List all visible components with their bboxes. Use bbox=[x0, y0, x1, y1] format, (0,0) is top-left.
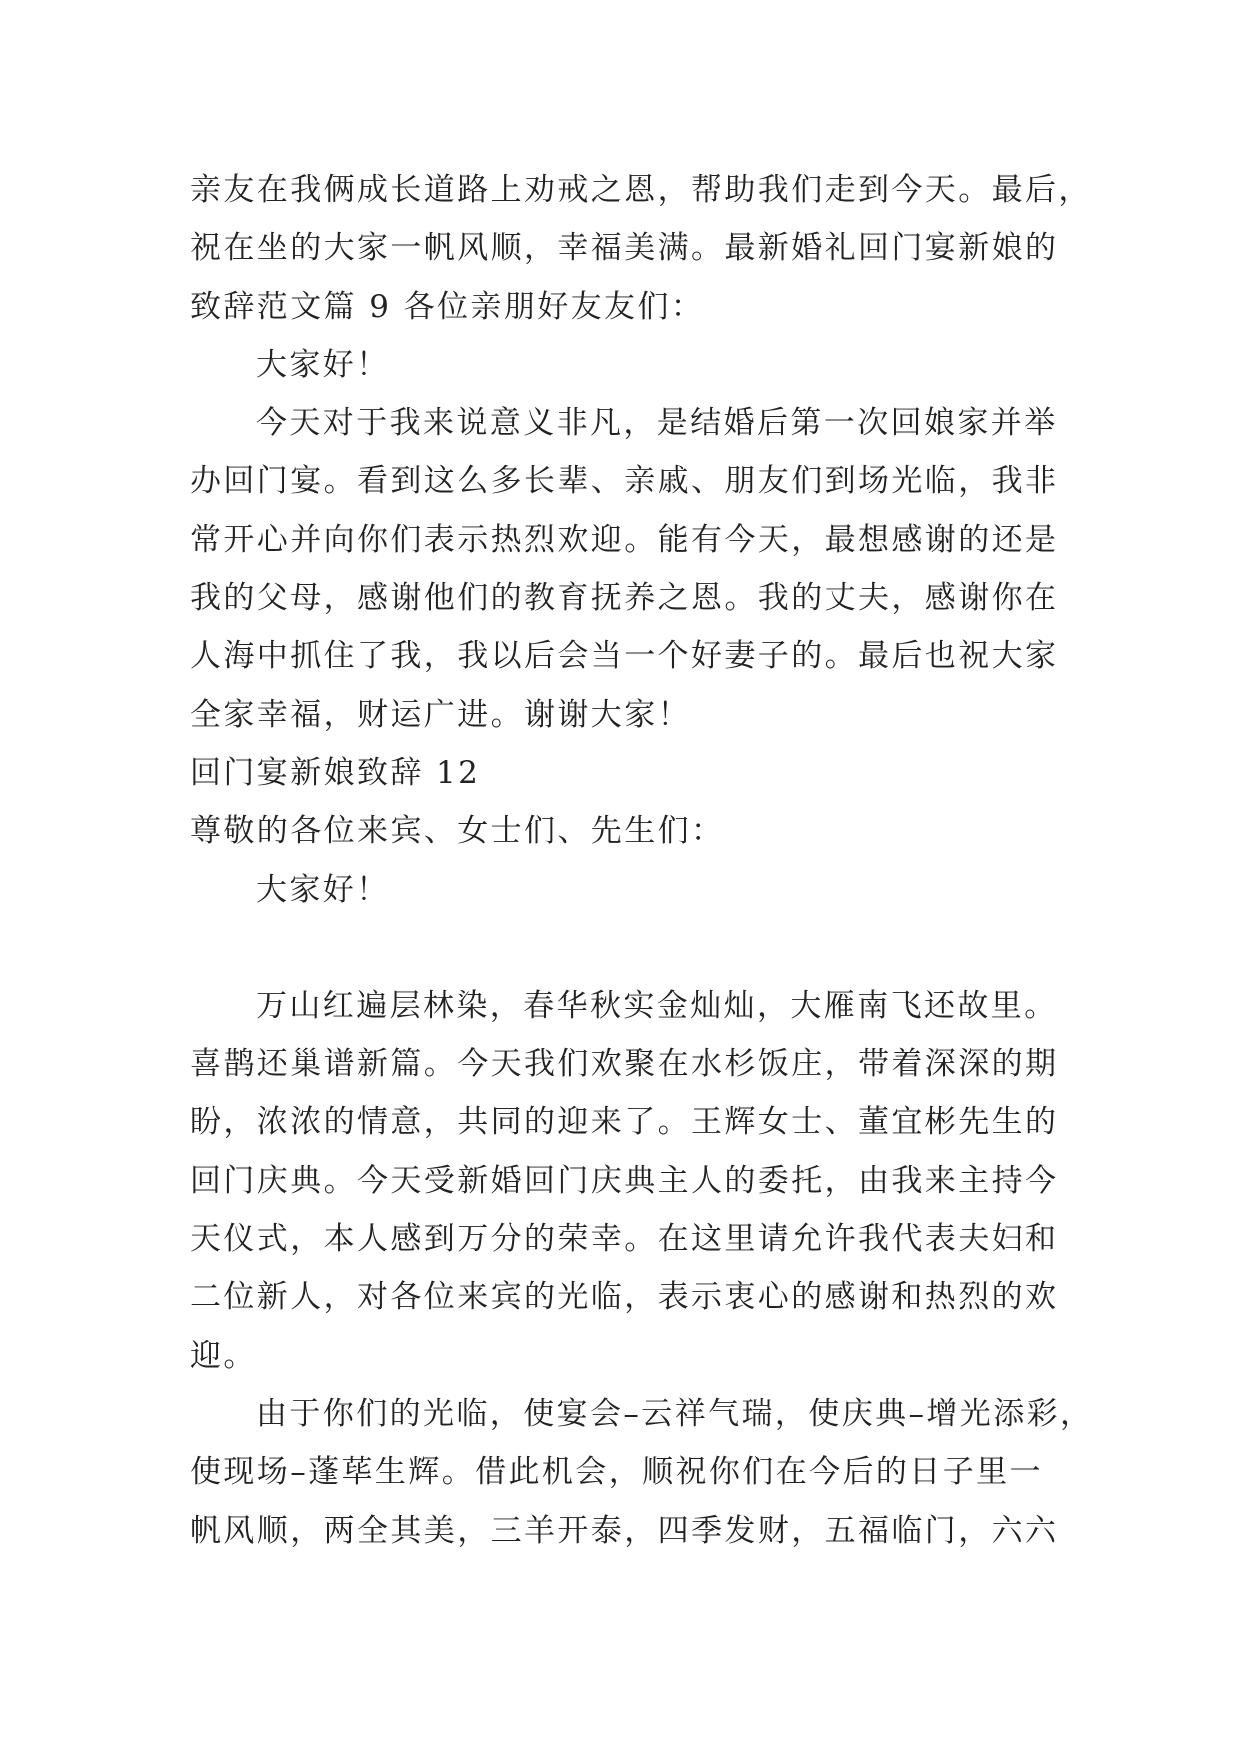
blank-line bbox=[190, 919, 1070, 977]
text-line: 迎。 bbox=[190, 1337, 257, 1374]
text-line: 常开心并向你们表示热烈欢迎。能有今天，最想感谢的还是 bbox=[190, 521, 1059, 558]
greeting-line: 大家好！ bbox=[256, 871, 390, 908]
text-line: 办回门宴。看到这么多长辈、亲戚、朋友们到场光临，我非 bbox=[190, 463, 1059, 500]
section-heading: 回门宴新娘致辞 12 bbox=[190, 754, 481, 791]
text-line: 我的父母，感谢他们的教育抚养之恩。我的丈夫，感谢你在 bbox=[190, 580, 1059, 617]
text-line: 帆风顺，两全其美，三羊开泰，四季发财，五福临门，六六 bbox=[190, 1512, 1059, 1549]
paragraph-start: 今天对于我来说意义非凡，是结婚后第一次回娘家并举 bbox=[256, 405, 1058, 442]
text-line: 二位新人，对各位来宾的光临，表示衷心的感谢和热烈的欢 bbox=[190, 1279, 1059, 1316]
salutation-line: 尊敬的各位来宾、女士们、先生们： bbox=[190, 813, 725, 850]
paragraph-start: 万山红遍层林染，春华秋实金灿灿，大雁南飞还故里。 bbox=[256, 987, 1058, 1024]
paragraph-start: 由于你们的光临，使宴会–云祥气瑞，使庆典–增光添彩， bbox=[256, 1395, 1094, 1432]
text-line: 祝在坐的大家一帆风顺，幸福美满。最新婚礼回门宴新娘的 bbox=[190, 230, 1059, 267]
text-line: 使现场–蓬荜生辉。借此机会，顺祝你们在今后的日子里一 bbox=[190, 1454, 1043, 1491]
document-body bbox=[190, 161, 1094, 1560]
text-line: 喜鹊还巢谱新篇。今天我们欢聚在水杉饭庄，带着深深的期 bbox=[190, 1046, 1059, 1083]
text-line: 回门庆典。今天受新婚回门庆典主人的委托，由我来主持今 bbox=[190, 1162, 1059, 1199]
text-line: 人海中抓住了我，我以后会当一个好妻子的。最后也祝大家 bbox=[190, 638, 1059, 675]
text-line: 致辞范文篇 9 各位亲朋好友友们： bbox=[190, 288, 705, 325]
text-line: 盼，浓浓的情意，共同的迎来了。王辉女士、董宜彬先生的 bbox=[190, 1104, 1059, 1141]
text-line: 天仪式，本人感到万分的荣幸。在这里请允许我代表夫妇和 bbox=[190, 1221, 1059, 1258]
text-line: 亲友在我俩成长道路上劝戒之恩，帮助我们走到今天。最后， bbox=[190, 172, 1092, 208]
text-line: 全家幸福，财运广进。谢谢大家！ bbox=[190, 696, 691, 733]
greeting-line: 大家好！ bbox=[256, 346, 390, 383]
